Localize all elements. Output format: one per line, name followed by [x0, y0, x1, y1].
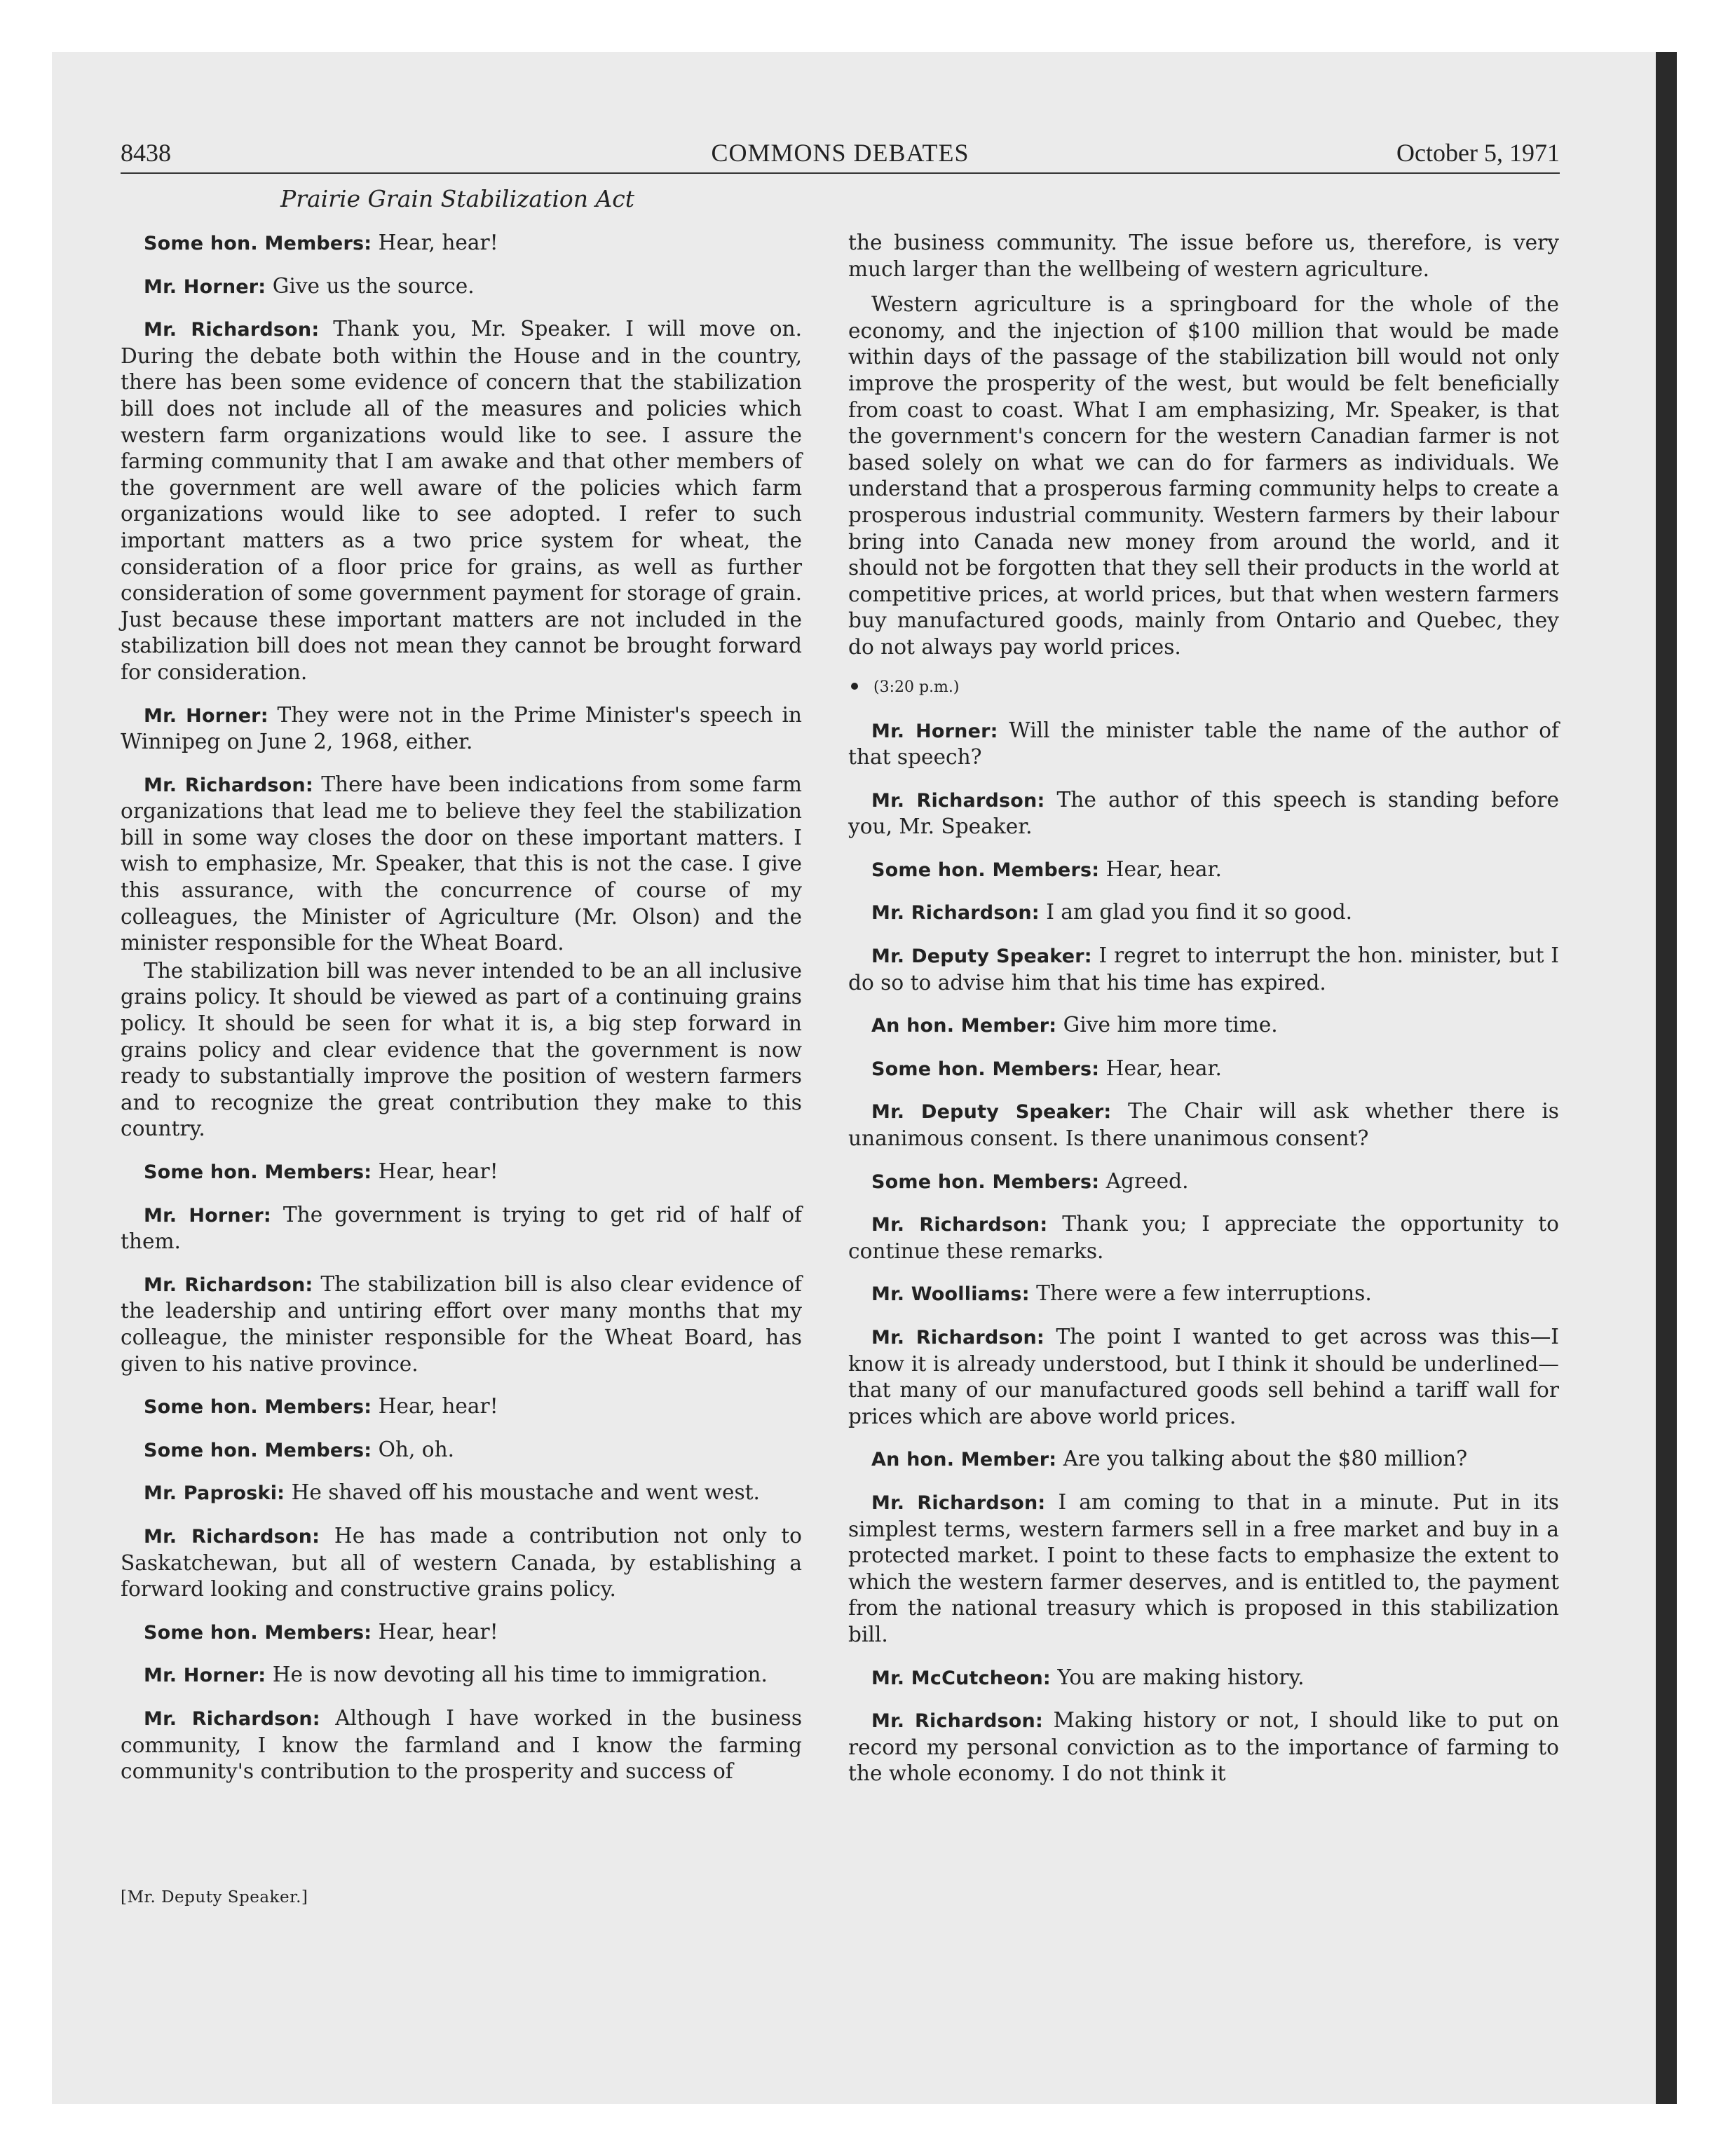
speaker-name: Some hon. Members: — [144, 1396, 372, 1419]
speech-text: Although I have worked in the business community, I know the farmland and I know the farming community's contribution to the prosperity and success of — [121, 1705, 803, 1784]
speech-paragraph — [121, 1393, 802, 1421]
speech-paragraph — [121, 1437, 802, 1464]
speech-text: He has made a contribution not only to Saskatchewan, but all of western Canada, by establishing a forward looking and constructive grains policy. — [121, 1523, 802, 1602]
speech-paragraph — [848, 787, 1559, 840]
speaker-name: Mr. Richardson: — [871, 902, 1040, 925]
speech-text: There were a few interruptions. — [1036, 1281, 1372, 1306]
speaker-name: Mr. Horner: — [144, 1665, 266, 1687]
speech-paragraph — [121, 1202, 802, 1255]
speech-text: Hear, hear! — [378, 231, 498, 254]
speaker-name: Mr. Richardson: — [144, 774, 313, 796]
right-column-top — [848, 230, 1559, 661]
speech-text: Hear, hear! — [378, 1159, 498, 1183]
left-column — [121, 230, 802, 1801]
speech-text: The Chair will ask whether there is unanimous consent. Is there unanimous consent? — [848, 1099, 1559, 1151]
speech-text: the business community. The issue before us, therefore, is very much larger than the wellbeing of western agriculture. — [848, 231, 1559, 281]
speech-text: He shaved off his moustache and went west. — [291, 1480, 760, 1505]
speech-paragraph — [848, 718, 1559, 771]
speech-paragraph — [848, 1012, 1559, 1039]
page-number: 8438 — [121, 139, 171, 167]
speaker-name: Mr. Deputy Speaker: — [871, 1101, 1112, 1124]
speaker-name: Some hon. Members: — [871, 1058, 1100, 1080]
speech-paragraph — [121, 772, 802, 957]
speech-paragraph — [848, 857, 1559, 884]
speaker-name: Mr. Richardson: — [871, 1327, 1045, 1349]
speaker-name: Some hon. Members: — [871, 859, 1100, 881]
speech-paragraph — [121, 316, 802, 685]
page-header — [121, 137, 1560, 174]
speech-text: The point I wanted to get across was this—I know it is already understood, but I think it should be underlined—that many of our manufactured goods sell behind a tariff wall for prices which are above world prices. — [848, 1325, 1559, 1428]
speech-text: I am coming to that in a minute. Put in its simplest terms, western farmers sell in a free market and buy in a protected market. I point to these facts to emphasize the extent to which the western farmer deserves, and is entitled to, the payment from the national treasury which is proposed in this stabilization bill. — [848, 1489, 1559, 1646]
speech-text: Are you talking about the $80 million? — [1063, 1447, 1468, 1471]
speaker-name: Mr. Deputy Speaker: — [871, 946, 1092, 968]
speech-text: The author of this speech is standing before you, Mr. Speaker. — [848, 787, 1559, 839]
speaker-name: Some hon. Members: — [144, 1161, 372, 1183]
speech-paragraph — [848, 1098, 1559, 1152]
speech-text: Thank you; I appreciate the opportunity to continue these remarks. — [848, 1212, 1559, 1263]
speech-paragraph — [121, 1705, 802, 1785]
speech-text: Thank you, Mr. Speaker. I will move on. During the debate both within the House and in the country, there has been some evidence of concern that the stabilization bill does not include all of the measures and policies which western farm organizations would like to see. I assure the farming community that I am awake and that other members of the government are well aware of the policies which farm organizations would like to see adopted. I refer to such important matters as a two price system for wheat, the consideration of a floor price for grains, as well as further consideration of some government payment for storage of grain. Just because these important matters are not included in the stabilization bill does not mean they cannot be brought forward for consideration. — [121, 317, 802, 684]
speech-paragraph — [121, 702, 802, 756]
speech-paragraph — [121, 958, 802, 1142]
speaker-name: Mr. Richardson: — [144, 1707, 320, 1730]
bullet-icon — [851, 683, 858, 690]
speaker-name: Mr. Horner: — [144, 704, 268, 727]
speech-paragraph — [121, 1271, 802, 1377]
speaker-name: Mr. Richardson: — [144, 319, 320, 341]
speech-paragraph — [848, 1446, 1559, 1473]
speaker-name: Mr. Woolliams: — [871, 1283, 1030, 1306]
speaker-name: An hon. Member: — [871, 1449, 1057, 1471]
speech-paragraph — [121, 1159, 802, 1186]
speech-text: Western agriculture is a springboard for the whole of the economy, and the injection of $100 million that would be made within days of the passage of the stabilization bill would not only improve the prosperity of the west, but would be felt beneficially from coast to coast. What I am emphasizing, Mr. Speaker, is that the government's concern for the western Canadian farmer is not based solely on what we can do for farmers as individuals. We understand that a prosperous farming community helps to create a prosperous industrial community. Western farmers by their labour bring into Canada new money from around the world, and it should not be forgotten that they sell their products in the world at competitive prices, at world prices, but that when western farmers buy manufactured goods, mainly from Ontario and Quebec, they do not always pay world prices. — [848, 292, 1559, 659]
speaker-name: Mr. Richardson: — [871, 1492, 1046, 1514]
speaker-name: Mr. Richardson: — [144, 1525, 320, 1548]
speech-text: He is now devoting all his time to immigration. — [272, 1663, 768, 1687]
speech-text: I am glad you find it so good. — [1046, 900, 1353, 925]
speaker-name: Mr. Horner: — [144, 1204, 271, 1227]
speech-text: Oh, oh. — [378, 1437, 455, 1461]
speech-text: There have been indications from some farm organizations that lead me to believe they feel the stabilization bill in some way closes the door on these important matters. I wish to emphasize, Mr. Speaker, that this is not the case. I give this assurance, with the concurrence of course of my colleagues, the Minister of Agriculture (Mr. Olson) and the minister responsible for the Wheat Board. — [121, 772, 802, 955]
scan-edge — [1656, 52, 1677, 2104]
issue-date: October 5, 1971 — [1396, 139, 1560, 167]
speaker-name: Mr. Horner: — [144, 275, 266, 298]
speech-paragraph — [121, 1523, 802, 1603]
speaker-name: Some hon. Members: — [144, 1621, 372, 1644]
speaker-name: Mr. Richardson: — [871, 1214, 1048, 1236]
speech-paragraph — [848, 1324, 1559, 1430]
speaker-name: Mr. Richardson: — [871, 1710, 1043, 1733]
time-stamp-text: (3:20 p.m.) — [873, 678, 960, 696]
speech-paragraph — [848, 1211, 1559, 1264]
speaker-name: Some hon. Members: — [144, 1439, 372, 1461]
speech-paragraph — [848, 1056, 1559, 1083]
speaker-name: An hon. Member: — [871, 1015, 1057, 1037]
time-stamp — [848, 677, 1559, 698]
speech-text: Making history or not, I should like to put on record my personal conviction as to the importance of farming to the whole economy. I do not think it — [848, 1708, 1560, 1786]
section-title: Prairie Grain Stabilization Act — [280, 185, 635, 212]
speech-paragraph — [848, 1489, 1559, 1649]
speech-text: Hear, hear. — [1105, 857, 1222, 881]
speech-paragraph — [848, 292, 1559, 660]
speech-text: They were not in the Prime Minister's speech in Winnipeg on June 2, 1968, either. — [121, 702, 802, 754]
speaker-name: Mr. Richardson: — [871, 789, 1045, 812]
speech-text: I regret to interrupt the hon. minister, but I do so to advise him that his time has expired. — [848, 943, 1559, 995]
speech-paragraph — [121, 1662, 802, 1689]
speech-paragraph — [121, 273, 802, 301]
speech-text: You are making history. — [1057, 1665, 1305, 1689]
speech-text: Hear, hear! — [378, 1619, 498, 1644]
speech-text: The stabilization bill is also clear evidence of the leadership and untiring effort over many months that my colleague, the minister responsible for the Wheat Board, has given to his native province. — [121, 1271, 802, 1376]
speech-paragraph — [848, 1168, 1559, 1196]
speaker-name: Mr. Richardson: — [144, 1274, 313, 1296]
speech-paragraph — [848, 1665, 1559, 1692]
speech-paragraph — [121, 1619, 802, 1646]
speaker-name: Some hon. Members: — [144, 233, 372, 254]
speaker-name: Mr. Paproski: — [144, 1482, 285, 1505]
speech-text: Will the minister table the name of the author of that speech? — [848, 718, 1559, 770]
speech-paragraph — [848, 899, 1559, 927]
speech-text: Hear, hear. — [1105, 1056, 1222, 1080]
speech-text: Hear, hear! — [378, 1394, 498, 1419]
speech-text: Give us the source. — [272, 273, 475, 298]
speech-text: The government is trying to get rid of half of them. — [121, 1202, 802, 1254]
right-column-bottom — [848, 718, 1559, 1787]
speech-paragraph — [121, 1480, 802, 1507]
speech-text: Agreed. — [1105, 1168, 1189, 1193]
speech-text: The stabilization bill was never intended to be an all inclusive grains policy. It should be viewed as part of a continuing grains policy. It should be seen for what it is, a big step forward in grains policy and clear evidence that the government is now ready to substantially improve the position of western farmers and to recognize the great contribution they make to this country. — [121, 958, 802, 1141]
speech-paragraph — [848, 1707, 1559, 1787]
speech-text: Give him more time. — [1063, 1013, 1278, 1037]
footer-note: [Mr. Deputy Speaker.] — [121, 1888, 308, 1906]
right-column — [848, 230, 1559, 1803]
speech-paragraph — [848, 1281, 1559, 1308]
speech-paragraph — [121, 230, 802, 257]
speaker-name: Some hon. Members: — [871, 1171, 1100, 1193]
publication-title: COMMONS DEBATES — [711, 139, 969, 167]
speaker-name: Mr. McCutcheon: — [871, 1667, 1051, 1689]
speech-paragraph — [848, 230, 1559, 282]
speech-paragraph — [848, 943, 1559, 996]
speaker-name: Mr. Horner: — [871, 720, 998, 742]
